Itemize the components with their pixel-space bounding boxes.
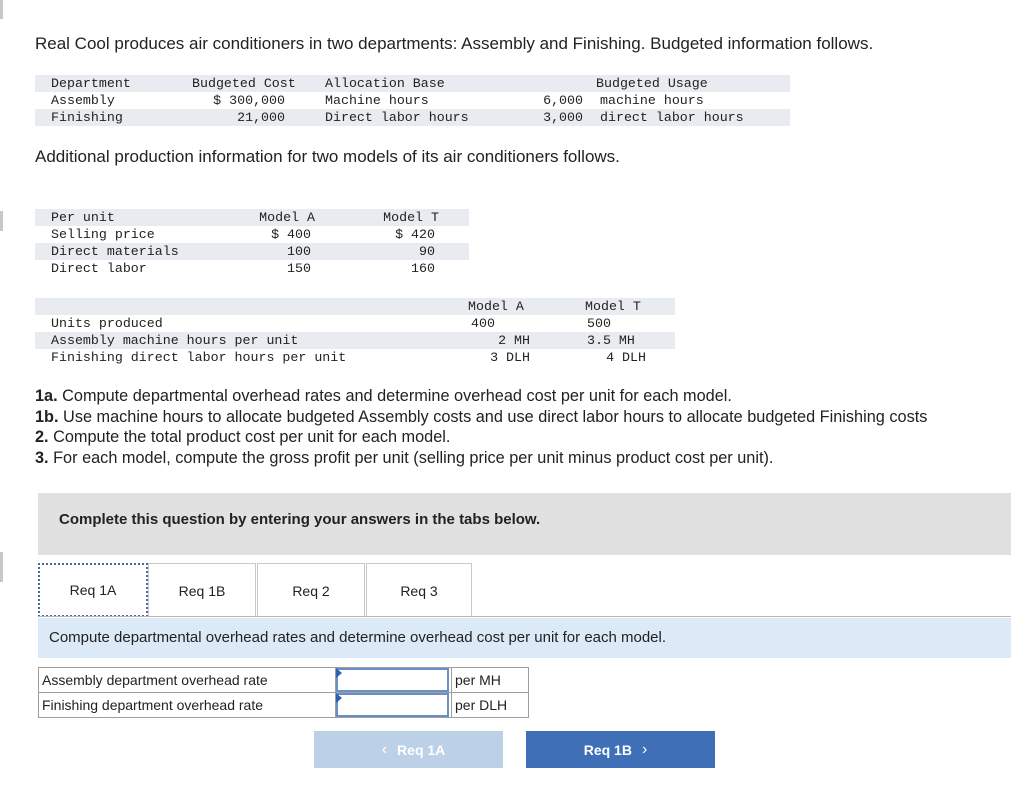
question-item <box>35 386 927 407</box>
answer-cell <box>336 668 452 693</box>
dept-usage-unit: machine hours <box>600 93 704 108</box>
model-t-value: 90 <box>419 244 435 259</box>
table-row <box>35 226 469 243</box>
assembly-overhead-rate-input[interactable] <box>336 668 449 692</box>
row-label: Assembly machine hours per unit <box>51 333 299 348</box>
answer-unit: per MH <box>452 668 529 693</box>
answer-cell <box>336 693 452 718</box>
row-label: Direct materials <box>51 244 179 259</box>
model-a-value: 400 <box>471 316 495 331</box>
question-text: Compute departmental overhead rates and determine overhead cost per unit for each model. <box>57 387 732 405</box>
chevron-left-icon: ‹ <box>381 740 388 758</box>
answer-label: Finishing department overhead rate <box>39 693 336 718</box>
chevron-right-icon: › <box>641 740 648 758</box>
next-button-label: Req 1B <box>583 741 632 758</box>
input-flag-icon <box>336 668 342 678</box>
row-label: Direct labor <box>51 261 147 276</box>
header-budgeted-usage: Budgeted Usage <box>596 76 708 91</box>
tab-req-2[interactable]: Req 2 <box>257 563 365 617</box>
panel-instruction: Complete this question by entering your answers in the tabs below. <box>59 511 541 528</box>
tab-instruction-text: Compute departmental overhead rates and determine overhead cost per unit for each model. <box>49 629 667 646</box>
model-a-value: 3 DLH <box>490 350 530 365</box>
department-table <box>35 75 790 126</box>
header-model-t: Model T <box>585 299 641 314</box>
question-text: Compute the total product cost per unit for each model. <box>48 428 451 446</box>
answer-table <box>38 667 529 718</box>
dept-usage-qty: 3,000 <box>543 110 583 125</box>
dept-usage-qty: 6,000 <box>543 93 583 108</box>
table-row <box>35 109 790 126</box>
model-t-value: $ 420 <box>395 227 435 242</box>
prev-button-label: Req 1A <box>397 741 446 758</box>
answer-row <box>39 668 529 693</box>
table-header-row <box>35 209 469 226</box>
dept-base: Machine hours <box>325 93 429 108</box>
question-item <box>35 448 927 469</box>
model-a-value: 150 <box>287 261 311 276</box>
header-model-a: Model A <box>259 210 315 225</box>
answer-panel-header <box>38 493 1011 555</box>
answer-unit: per DLH <box>452 693 529 718</box>
table-row <box>35 315 675 332</box>
model-t-value: 160 <box>411 261 435 276</box>
intro-text-2: Additional production information for two models of its air conditioners follows. <box>35 147 620 166</box>
question-number: 2. <box>35 428 49 446</box>
left-margin-rule <box>0 552 3 582</box>
table-header-row <box>35 75 790 92</box>
table-row <box>35 349 675 366</box>
model-a-value: 2 MH <box>498 333 530 348</box>
tab-instruction <box>38 618 1011 658</box>
table-row <box>35 332 675 349</box>
intro-text-1: Real Cool produces air conditioners in two departments: Assembly and Finishing. Budgeted information follows. <box>35 34 874 53</box>
tab-req-1a[interactable]: Req 1A <box>38 563 148 617</box>
row-label: Selling price <box>51 227 155 242</box>
model-t-value: 500 <box>587 316 611 331</box>
answer-label: Assembly department overhead rate <box>39 668 336 693</box>
table-row <box>35 92 790 109</box>
row-label: Finishing direct labor hours per unit <box>51 350 347 365</box>
left-margin-rule <box>0 211 3 231</box>
dept-usage-unit: direct labor hours <box>600 110 744 125</box>
model-a-value: $ 400 <box>271 227 311 242</box>
row-label: Units produced <box>51 316 163 331</box>
next-button[interactable] <box>526 731 715 768</box>
question-item <box>35 407 927 428</box>
table-row <box>35 260 469 277</box>
header-budgeted-cost: Budgeted Cost <box>192 76 296 91</box>
tab-req-3[interactable]: Req 3 <box>366 563 472 617</box>
header-allocation-base: Allocation Base <box>325 76 445 91</box>
production-table <box>35 298 675 367</box>
question-number: 1b. <box>35 407 59 426</box>
model-a-value: 100 <box>287 244 311 259</box>
question-list <box>35 386 927 468</box>
finishing-overhead-rate-input[interactable] <box>336 693 449 717</box>
dept-cost: $ 300,000 <box>213 93 285 108</box>
header-model-a: Model A <box>468 299 524 314</box>
dept-base: Direct labor hours <box>325 110 469 125</box>
tab-req-1b[interactable]: Req 1B <box>148 563 256 617</box>
model-t-value: 3.5 MH <box>587 333 635 348</box>
input-flag-icon <box>336 693 342 703</box>
question-text: For each model, compute the gross profit per unit (selling price per unit minus product cost per unit). <box>48 448 774 467</box>
dept-cost: 21,000 <box>237 110 285 125</box>
prev-button[interactable] <box>314 731 503 768</box>
table-header-row <box>35 298 675 315</box>
header-per-unit: Per unit <box>51 210 115 225</box>
table-row <box>35 243 469 260</box>
header-model-t: Model T <box>383 210 439 225</box>
tab-divider <box>38 616 1011 617</box>
dept-name: Assembly <box>51 93 115 108</box>
question-text: Use machine hours to allocate budgeted Assembly costs and use direct labor hours to allocate budgeted Finishing costs <box>58 407 928 426</box>
header-department: Department <box>51 76 131 91</box>
question-item <box>35 427 927 448</box>
question-number: 1a. <box>35 387 58 405</box>
model-price-table <box>35 209 469 278</box>
left-margin-rule <box>0 0 3 19</box>
question-number: 3. <box>35 448 49 467</box>
answer-row <box>39 693 529 718</box>
model-t-value: 4 DLH <box>606 350 646 365</box>
dept-name: Finishing <box>51 110 123 125</box>
